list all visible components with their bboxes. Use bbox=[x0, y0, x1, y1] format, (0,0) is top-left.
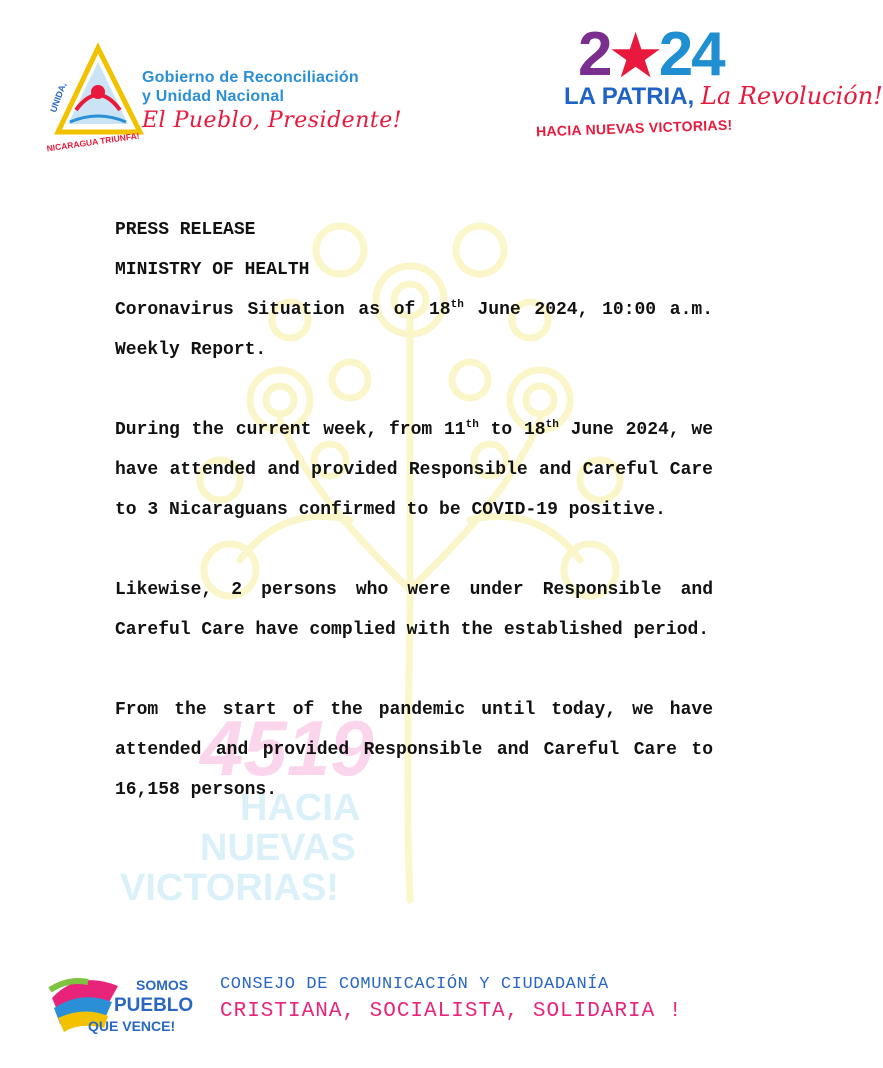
press-release-body bbox=[115, 210, 713, 810]
release-ministry: MINISTRY OF HEALTH bbox=[115, 260, 310, 280]
release-title: PRESS RELEASE bbox=[115, 220, 256, 240]
paragraph-total: From the start of the pandemic until today, we have attended and provided Responsible and Careful Care to 16,158 persons. bbox=[115, 700, 713, 800]
gov-name-line2: y Unidad Nacional bbox=[142, 88, 285, 105]
year-digit-2: 2 bbox=[578, 20, 611, 89]
year-2024-logo bbox=[535, 20, 883, 144]
situation-sup: th bbox=[450, 299, 464, 311]
gov-slogan: El Pueblo, Presidente! bbox=[142, 108, 403, 133]
gov-logo-text-top: UNIDA, bbox=[48, 81, 69, 114]
p1-part-c: June 2024, we have attended and provided Responsible and Careful Care to 3 Nicaraguans confirmed to be COVID-19 positive. bbox=[115, 420, 714, 520]
situation-post: June 2024, 10:00 a.m. Weekly Report. bbox=[115, 300, 713, 360]
footer-council bbox=[220, 972, 682, 1026]
year-patria-text: LA PATRIA, bbox=[564, 83, 695, 110]
logo-que-vence: QUE VENCE! bbox=[88, 1018, 176, 1034]
p1-part-b: to 18 bbox=[478, 420, 546, 440]
watermark-number: 4519 bbox=[200, 704, 374, 792]
star-icon: ★ bbox=[610, 24, 659, 87]
logo-somos: SOMOS bbox=[136, 977, 189, 993]
footer-line2: CRISTIANA, SOCIALISTA, SOLIDARIA ! bbox=[220, 1000, 683, 1023]
somos-pueblo-logo bbox=[48, 968, 198, 1036]
year-digits-24: 24 bbox=[658, 20, 724, 89]
situation-pre: Coronavirus Situation as of 18 bbox=[115, 300, 451, 320]
footer-line1: CONSEJO DE COMUNICACIÓN Y CIUDADANÍA bbox=[220, 975, 609, 994]
gov-name-line1: Gobierno de Reconciliación bbox=[142, 69, 359, 86]
p1-part-a: During the current week, from 11 bbox=[115, 420, 466, 440]
p1-sup1: th bbox=[465, 419, 479, 431]
paragraph-weekly-cases bbox=[115, 410, 713, 530]
year-number bbox=[578, 20, 724, 89]
gov-logo-text-bottom: NICARAGUA TRIUNFA! bbox=[45, 130, 141, 154]
logo-pueblo: PUEBLO bbox=[114, 995, 194, 1016]
watermark-line1: HACIA bbox=[240, 787, 361, 829]
p1-sup2: th bbox=[545, 419, 559, 431]
release-situation bbox=[115, 290, 713, 370]
paragraph-recovered: Likewise, 2 persons who were under Responsible and Careful Care have complied with the established period. bbox=[115, 580, 713, 640]
watermark-line3: VICTORIAS! bbox=[120, 867, 339, 909]
year-slogan bbox=[564, 82, 883, 111]
government-name bbox=[142, 68, 402, 133]
year-subtitle: HACIA NUEVAS VICTORIAS! bbox=[535, 116, 733, 140]
watermark-line2: NUEVAS bbox=[200, 827, 356, 869]
year-revolucion-text: La Revolución! bbox=[700, 82, 883, 110]
